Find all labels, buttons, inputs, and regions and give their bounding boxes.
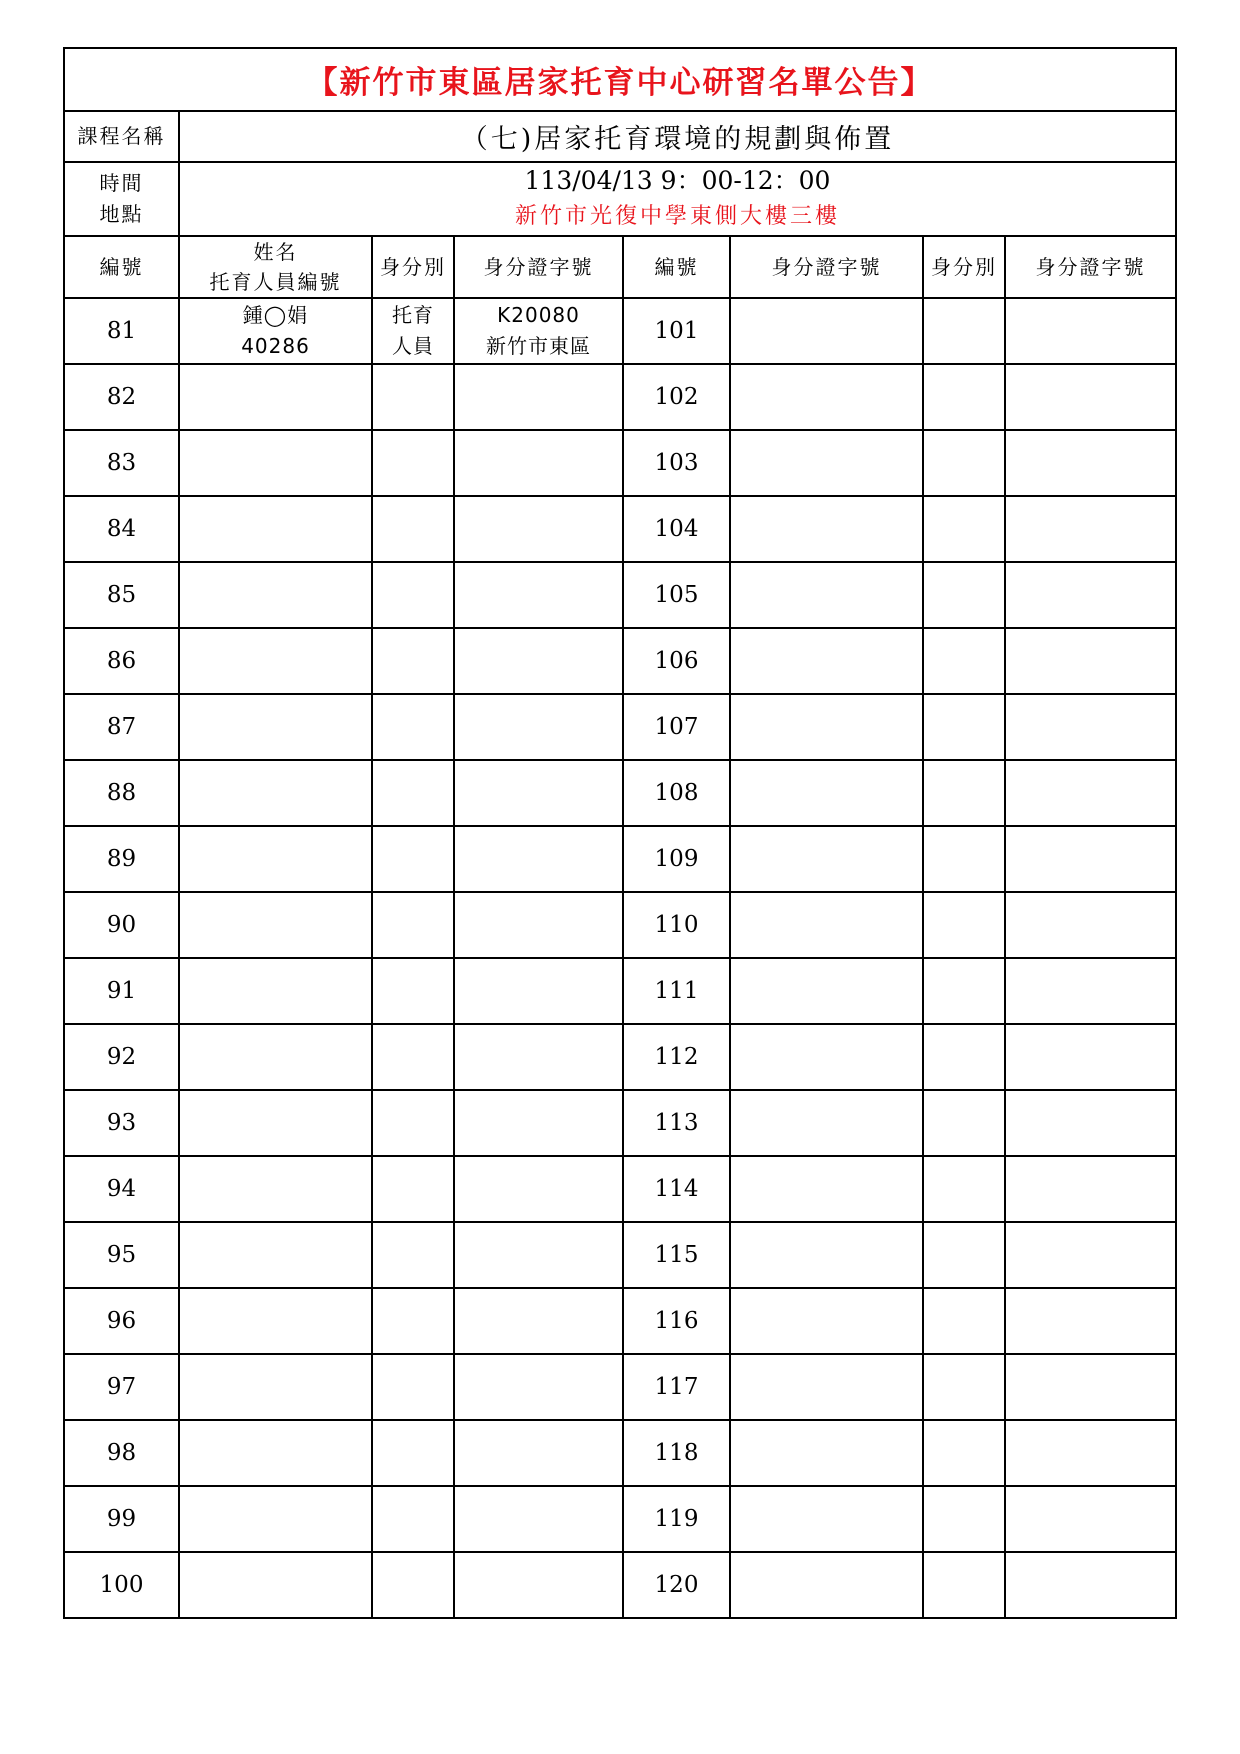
entry-name <box>179 1420 372 1486</box>
entry-identity <box>372 1288 454 1354</box>
entry-id-number <box>454 1354 623 1420</box>
entry-identity <box>372 1222 454 1288</box>
entry-name <box>179 760 372 826</box>
entry-number-right: 114 <box>623 1156 730 1222</box>
identity-line-1: 托育 <box>392 303 434 327</box>
entry-id-number <box>454 958 623 1024</box>
roster-table <box>63 47 1177 1619</box>
entry-identity <box>372 1090 454 1156</box>
session-datetime: 113/04/13 9：00-12：00 <box>524 166 831 195</box>
table-row <box>64 298 1176 364</box>
header-number-right: 編號 <box>623 236 730 298</box>
entry-name <box>179 1222 372 1288</box>
entry-id-number-right-2 <box>1005 826 1176 892</box>
entry-name <box>179 958 372 1024</box>
entry-number-right: 106 <box>623 628 730 694</box>
entry-number-right: 119 <box>623 1486 730 1552</box>
entry-name <box>179 430 372 496</box>
entry-number: 89 <box>64 826 179 892</box>
entry-id-number-right <box>730 1156 923 1222</box>
entry-number: 87 <box>64 694 179 760</box>
entry-id-number <box>454 1156 623 1222</box>
entry-number: 97 <box>64 1354 179 1420</box>
entry-id-number <box>454 298 623 364</box>
entry-identity-right <box>923 298 1005 364</box>
entry-name <box>179 892 372 958</box>
place-label: 地點 <box>99 202 144 226</box>
entry-name <box>179 1288 372 1354</box>
table-row <box>64 1222 1176 1288</box>
entry-name <box>179 1354 372 1420</box>
identity-line-2: 人員 <box>392 334 434 358</box>
entry-identity-right <box>923 1156 1005 1222</box>
entry-number: 82 <box>64 364 179 430</box>
entry-identity <box>372 1354 454 1420</box>
entry-id-number-right <box>730 1354 923 1420</box>
entry-number: 96 <box>64 1288 179 1354</box>
entry-id-number-right-2 <box>1005 1354 1176 1420</box>
table-row <box>64 1420 1176 1486</box>
entry-number: 85 <box>64 562 179 628</box>
entry-id-number <box>454 760 623 826</box>
table-row <box>64 1156 1176 1222</box>
entry-number: 95 <box>64 1222 179 1288</box>
entry-number-right: 108 <box>623 760 730 826</box>
entry-identity-right <box>923 826 1005 892</box>
entry-id-number <box>454 1222 623 1288</box>
id-number-line-1: K20080 <box>497 303 580 327</box>
entry-id-number-right-2 <box>1005 958 1176 1024</box>
table-row <box>64 628 1176 694</box>
entry-identity-right <box>923 1486 1005 1552</box>
entry-name <box>179 298 372 364</box>
entry-id-number <box>454 892 623 958</box>
entry-name <box>179 826 372 892</box>
entry-identity <box>372 958 454 1024</box>
header-id-number: 身分證字號 <box>454 236 623 298</box>
entry-number: 81 <box>64 298 179 364</box>
entry-id-number <box>454 1420 623 1486</box>
entry-name <box>179 694 372 760</box>
table-row <box>64 1552 1176 1618</box>
entry-id-number-right <box>730 496 923 562</box>
entry-number-right: 118 <box>623 1420 730 1486</box>
info-label <box>64 162 179 236</box>
entry-id-number-right <box>730 562 923 628</box>
entry-id-number <box>454 694 623 760</box>
entry-number: 92 <box>64 1024 179 1090</box>
header-id-number-right: 身分證字號 <box>730 236 923 298</box>
entry-name <box>179 1552 372 1618</box>
entry-id-number <box>454 430 623 496</box>
entry-number-right: 103 <box>623 430 730 496</box>
entry-identity <box>372 1552 454 1618</box>
entry-number-right: 104 <box>623 496 730 562</box>
entry-identity <box>372 892 454 958</box>
entry-id-number <box>454 1090 623 1156</box>
entry-id-number-right <box>730 430 923 496</box>
entry-id-number <box>454 1024 623 1090</box>
entry-identity <box>372 562 454 628</box>
session-location: 新竹市光復中學東側大樓三樓 <box>514 204 840 229</box>
entry-number-right: 107 <box>623 694 730 760</box>
entry-id-number-right <box>730 1552 923 1618</box>
table-row <box>64 826 1176 892</box>
entry-id-number-right-2 <box>1005 1420 1176 1486</box>
entry-id-number-right-2 <box>1005 892 1176 958</box>
entry-number: 98 <box>64 1420 179 1486</box>
entry-identity <box>372 826 454 892</box>
entry-number-right: 105 <box>623 562 730 628</box>
entry-id-number <box>454 1552 623 1618</box>
entry-identity <box>372 364 454 430</box>
entry-name <box>179 628 372 694</box>
entry-id-number-right <box>730 760 923 826</box>
entry-name <box>179 1486 372 1552</box>
entry-identity <box>372 628 454 694</box>
entry-id-number-right <box>730 1288 923 1354</box>
entry-number: 88 <box>64 760 179 826</box>
entry-number-right: 112 <box>623 1024 730 1090</box>
header-name <box>179 236 372 298</box>
table-row <box>64 364 1176 430</box>
table-row <box>64 1288 1176 1354</box>
entry-id-number-right-2 <box>1005 1024 1176 1090</box>
entry-id-number <box>454 364 623 430</box>
entry-id-number-right <box>730 958 923 1024</box>
info-row <box>64 162 1176 236</box>
table-row <box>64 1024 1176 1090</box>
entry-id-number-right <box>730 1486 923 1552</box>
entry-id-number-right-2 <box>1005 1552 1176 1618</box>
entry-name <box>179 1024 372 1090</box>
entry-identity-right <box>923 694 1005 760</box>
header-identity: 身分別 <box>372 236 454 298</box>
caregiver-number: 40286 <box>241 334 310 358</box>
entry-identity-right <box>923 1420 1005 1486</box>
header-row <box>64 236 1176 298</box>
entry-name <box>179 364 372 430</box>
entry-id-number-right-2 <box>1005 1288 1176 1354</box>
entry-id-number <box>454 1288 623 1354</box>
entry-name <box>179 1090 372 1156</box>
entry-id-number-right-2 <box>1005 1090 1176 1156</box>
entry-id-number-right-2 <box>1005 1222 1176 1288</box>
entry-identity-right <box>923 1354 1005 1420</box>
entry-identity-right <box>923 364 1005 430</box>
entry-identity-right <box>923 892 1005 958</box>
entry-identity-right <box>923 628 1005 694</box>
title-row <box>64 48 1176 111</box>
entry-name <box>179 562 372 628</box>
entry-identity-right <box>923 1222 1005 1288</box>
entry-id-number-right-2 <box>1005 1156 1176 1222</box>
table-row <box>64 760 1176 826</box>
entry-identity-right <box>923 430 1005 496</box>
entry-identity <box>372 298 454 364</box>
entry-number: 83 <box>64 430 179 496</box>
entry-identity-right <box>923 1090 1005 1156</box>
entry-identity-right <box>923 1024 1005 1090</box>
entry-identity <box>372 1420 454 1486</box>
entry-id-number-right-2 <box>1005 298 1176 364</box>
course-label: 課程名稱 <box>64 111 179 162</box>
entry-identity-right <box>923 1552 1005 1618</box>
entry-number: 86 <box>64 628 179 694</box>
entry-number: 100 <box>64 1552 179 1618</box>
entry-number: 90 <box>64 892 179 958</box>
entry-number-right: 116 <box>623 1288 730 1354</box>
table-row <box>64 1354 1176 1420</box>
entry-id-number-right <box>730 694 923 760</box>
id-number-line-2: 新竹市東區 <box>486 334 591 358</box>
entry-number: 91 <box>64 958 179 1024</box>
table-row <box>64 892 1176 958</box>
time-label: 時間 <box>99 171 144 195</box>
entry-id-number-right <box>730 298 923 364</box>
entry-id-number-right <box>730 1222 923 1288</box>
entry-number: 84 <box>64 496 179 562</box>
header-identity-right: 身分別 <box>923 236 1005 298</box>
entry-id-number-right <box>730 364 923 430</box>
table-row <box>64 694 1176 760</box>
entry-id-number-right <box>730 892 923 958</box>
entry-id-number <box>454 1486 623 1552</box>
page-title: 【新竹市東區居家托育中心研習名單公告】 <box>64 48 1176 111</box>
entry-id-number <box>454 562 623 628</box>
entry-number-right: 102 <box>623 364 730 430</box>
entry-id-number <box>454 628 623 694</box>
trainee-name: 鍾◯娟 <box>242 303 309 327</box>
table-row <box>64 562 1176 628</box>
entry-id-number-right-2 <box>1005 628 1176 694</box>
entry-identity <box>372 1024 454 1090</box>
entry-identity <box>372 1486 454 1552</box>
entry-number-right: 117 <box>623 1354 730 1420</box>
entry-number-right: 115 <box>623 1222 730 1288</box>
table-row <box>64 958 1176 1024</box>
entry-identity-right <box>923 496 1005 562</box>
entry-identity-right <box>923 760 1005 826</box>
table-row <box>64 496 1176 562</box>
entry-id-number-right-2 <box>1005 760 1176 826</box>
entry-identity <box>372 1156 454 1222</box>
table-row <box>64 1090 1176 1156</box>
entry-id-number-right-2 <box>1005 694 1176 760</box>
entry-identity-right <box>923 562 1005 628</box>
entry-number-right: 113 <box>623 1090 730 1156</box>
entry-identity <box>372 430 454 496</box>
entry-id-number-right <box>730 628 923 694</box>
entry-number-right: 101 <box>623 298 730 364</box>
entry-identity-right <box>923 1288 1005 1354</box>
entry-number-right: 111 <box>623 958 730 1024</box>
entry-id-number <box>454 496 623 562</box>
entry-id-number-right <box>730 826 923 892</box>
entry-id-number-right-2 <box>1005 430 1176 496</box>
info-value <box>179 162 1176 236</box>
entry-identity <box>372 496 454 562</box>
entry-name <box>179 496 372 562</box>
course-row <box>64 111 1176 162</box>
entry-id-number-right <box>730 1420 923 1486</box>
entry-identity <box>372 760 454 826</box>
entry-number: 99 <box>64 1486 179 1552</box>
entry-id-number-right <box>730 1090 923 1156</box>
header-number: 編號 <box>64 236 179 298</box>
header-name-line1: 姓名 <box>253 240 298 264</box>
entry-name <box>179 1156 372 1222</box>
header-name-line2: 托育人員編號 <box>209 270 342 294</box>
entry-number-right: 110 <box>623 892 730 958</box>
table-row <box>64 1486 1176 1552</box>
entry-id-number-right-2 <box>1005 562 1176 628</box>
entry-id-number-right-2 <box>1005 1486 1176 1552</box>
entry-identity-right <box>923 958 1005 1024</box>
entry-id-number-right <box>730 1024 923 1090</box>
course-name: （七)居家托育環境的規劃與佈置 <box>179 111 1176 162</box>
header-id-number-right-2: 身分證字號 <box>1005 236 1176 298</box>
entry-id-number-right-2 <box>1005 496 1176 562</box>
table-row <box>64 430 1176 496</box>
entry-number-right: 120 <box>623 1552 730 1618</box>
entry-id-number <box>454 826 623 892</box>
entry-number-right: 109 <box>623 826 730 892</box>
entry-identity <box>372 694 454 760</box>
entry-number: 93 <box>64 1090 179 1156</box>
entry-id-number-right-2 <box>1005 364 1176 430</box>
entry-number: 94 <box>64 1156 179 1222</box>
